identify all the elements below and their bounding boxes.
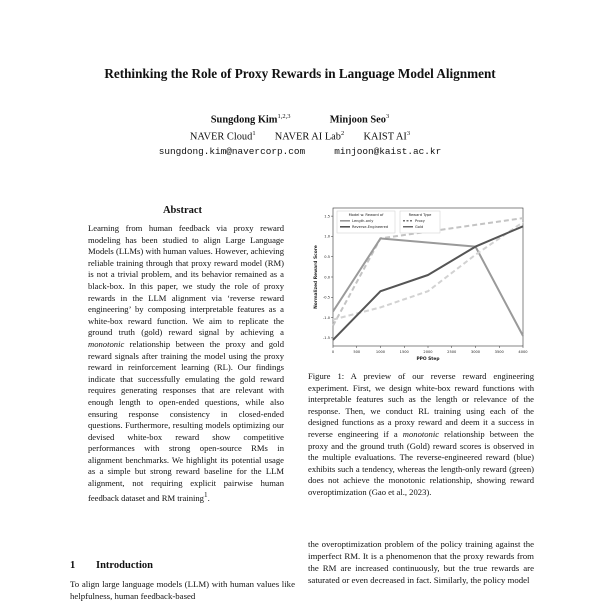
x-tick-label: 3000 — [470, 350, 481, 354]
x-axis-label: PPO Step — [416, 357, 440, 362]
footnote-mark[interactable]: 1 — [203, 490, 208, 499]
y-tick-label: -0.5 — [322, 295, 330, 300]
legend-label: Proxy — [415, 219, 425, 223]
y-tick-label: 0.5 — [324, 255, 330, 260]
abstract-end: . — [207, 492, 210, 503]
author-names — [0, 110, 600, 127]
y-axis-label: Normalized Reward Score — [314, 245, 319, 309]
affiliation: NAVER Cloud — [189, 131, 253, 143]
email-link[interactable]: sungdong.kim@navercorp.com — [158, 145, 306, 157]
reward-chart — [305, 200, 531, 366]
figure-1 — [305, 200, 531, 366]
right-column-text: the overoptimization problem of the policy training against the imperfect RM. It is a phenomenon that the proxy rewards from the RM are increased continuously, but the true rewards are saturated or even decreased in fact. Similarly, the policy model — [308, 539, 534, 585]
x-tick-label: 1500 — [399, 350, 409, 354]
intro-text: To align large language models (LLM) with human values like helpfulness, human feedback-based — [70, 579, 295, 601]
x-tick-label: 4000 — [518, 350, 528, 354]
affiliation-sup: 2 — [341, 130, 345, 138]
x-tick-label: 0 — [331, 350, 335, 354]
legend-label: Length-only — [352, 219, 374, 223]
section-heading — [70, 560, 153, 571]
abstract-text-part: Learning from human feedback via proxy reward modeling has been studied to align Large Language Models (LLMs) with human values. However, achieving reliable training through that proxy reward model (RM) is not a trivial problem, and its behavior remained as a black-box. In this paper, we study the role of proxy rewards in the LLM alignment via ‘reverse reward engineering’ by composing interpretable features as a white-box reward function. We aim to replicate the ground truth (gold) reward signal by achieving a — [88, 223, 284, 338]
y-tick-label: 0.0 — [324, 275, 330, 280]
author-name: Minjoon Seo — [329, 114, 386, 126]
caption-emphasis: monotonic — [402, 428, 440, 439]
x-tick-label: 2000 — [423, 350, 433, 354]
y-tick-label: -1.0 — [322, 315, 330, 320]
legend-label: Reverse-Engineered — [352, 225, 389, 229]
abstract-emphasis: monotonic — [88, 338, 125, 349]
series-line — [333, 238, 523, 336]
author-block — [0, 110, 600, 159]
affiliation: KAIST AI — [363, 131, 407, 143]
y-tick-label: 1.0 — [324, 234, 330, 239]
author-name: Sungdong Kim — [210, 114, 278, 126]
y-tick-label: 1.5 — [324, 214, 330, 219]
legend-model-title: Model w. Reward of — [348, 213, 384, 217]
paper-title: Rethinking the Role of Proxy Rewards in Language Model Alignment — [104, 66, 496, 81]
abstract-text-part: relationship between the proxy and gold reward signals after training the model using the proxy reward in reinforcement learning (RL). Our findings indicate that successfully emulating the gold reward requires generating responses that are relevant with enough length to open-ended questions, while also ensuring response consistency in closed-ended questions. Furthermore, resulting models optimizing our devised white-box reward show competitive performances with strong open-source RMs in alignment benchmarks. We highlight its potential usage as a simple but strong reward baseline for the LLM alignment, not requiring explicit pairwise human feedback dataset and RM training — [88, 338, 284, 503]
author-sup: 1,2,3 — [277, 113, 291, 120]
caption-text-part: relationship between the proxy and the ground truth (Gold) reward scores is observed in the multiple evaluations. The reverse-engineered reward (blue) exhibits such a tendency, whereas the length-only reward (green) does not achieve the monotonic relationship, showing reward overoptimization (Gao et al., 2023). — [308, 428, 534, 497]
y-tick-label: -1.5 — [322, 336, 330, 341]
caption-text-part: Figure 1: A preview of our reverse reward engineering experiment. First, we design white-box reward functions with interpretable features such as the length or relevance of the response. Then, we conduct RL training using each of the designed functions as a proxy reward and deem it a success in reverse engineering if a — [308, 371, 534, 439]
figure-caption — [308, 371, 534, 499]
x-tick-label: 3500 — [494, 350, 504, 354]
affiliation: NAVER AI Lab — [274, 131, 341, 143]
affiliation-sup: 3 — [406, 130, 411, 138]
email-link[interactable]: minjoon@kaist.ac.kr — [334, 145, 442, 157]
legend-type-title: Reward Type — [408, 213, 432, 217]
section-title: Introduction — [96, 560, 153, 571]
affiliation-sup: 1 — [252, 130, 256, 138]
x-tick-label: 1000 — [375, 350, 386, 354]
abstract-text — [88, 223, 284, 504]
legend-label: Gold — [415, 225, 424, 229]
abstract-heading: Abstract — [162, 205, 203, 216]
author-sup: 3 — [385, 113, 390, 120]
section-number: 1 — [70, 560, 76, 571]
x-tick-label: 2500 — [447, 350, 457, 354]
affiliations — [0, 127, 600, 144]
emails — [0, 145, 600, 159]
series-line — [333, 222, 523, 319]
x-tick-label: 500 — [353, 350, 361, 354]
